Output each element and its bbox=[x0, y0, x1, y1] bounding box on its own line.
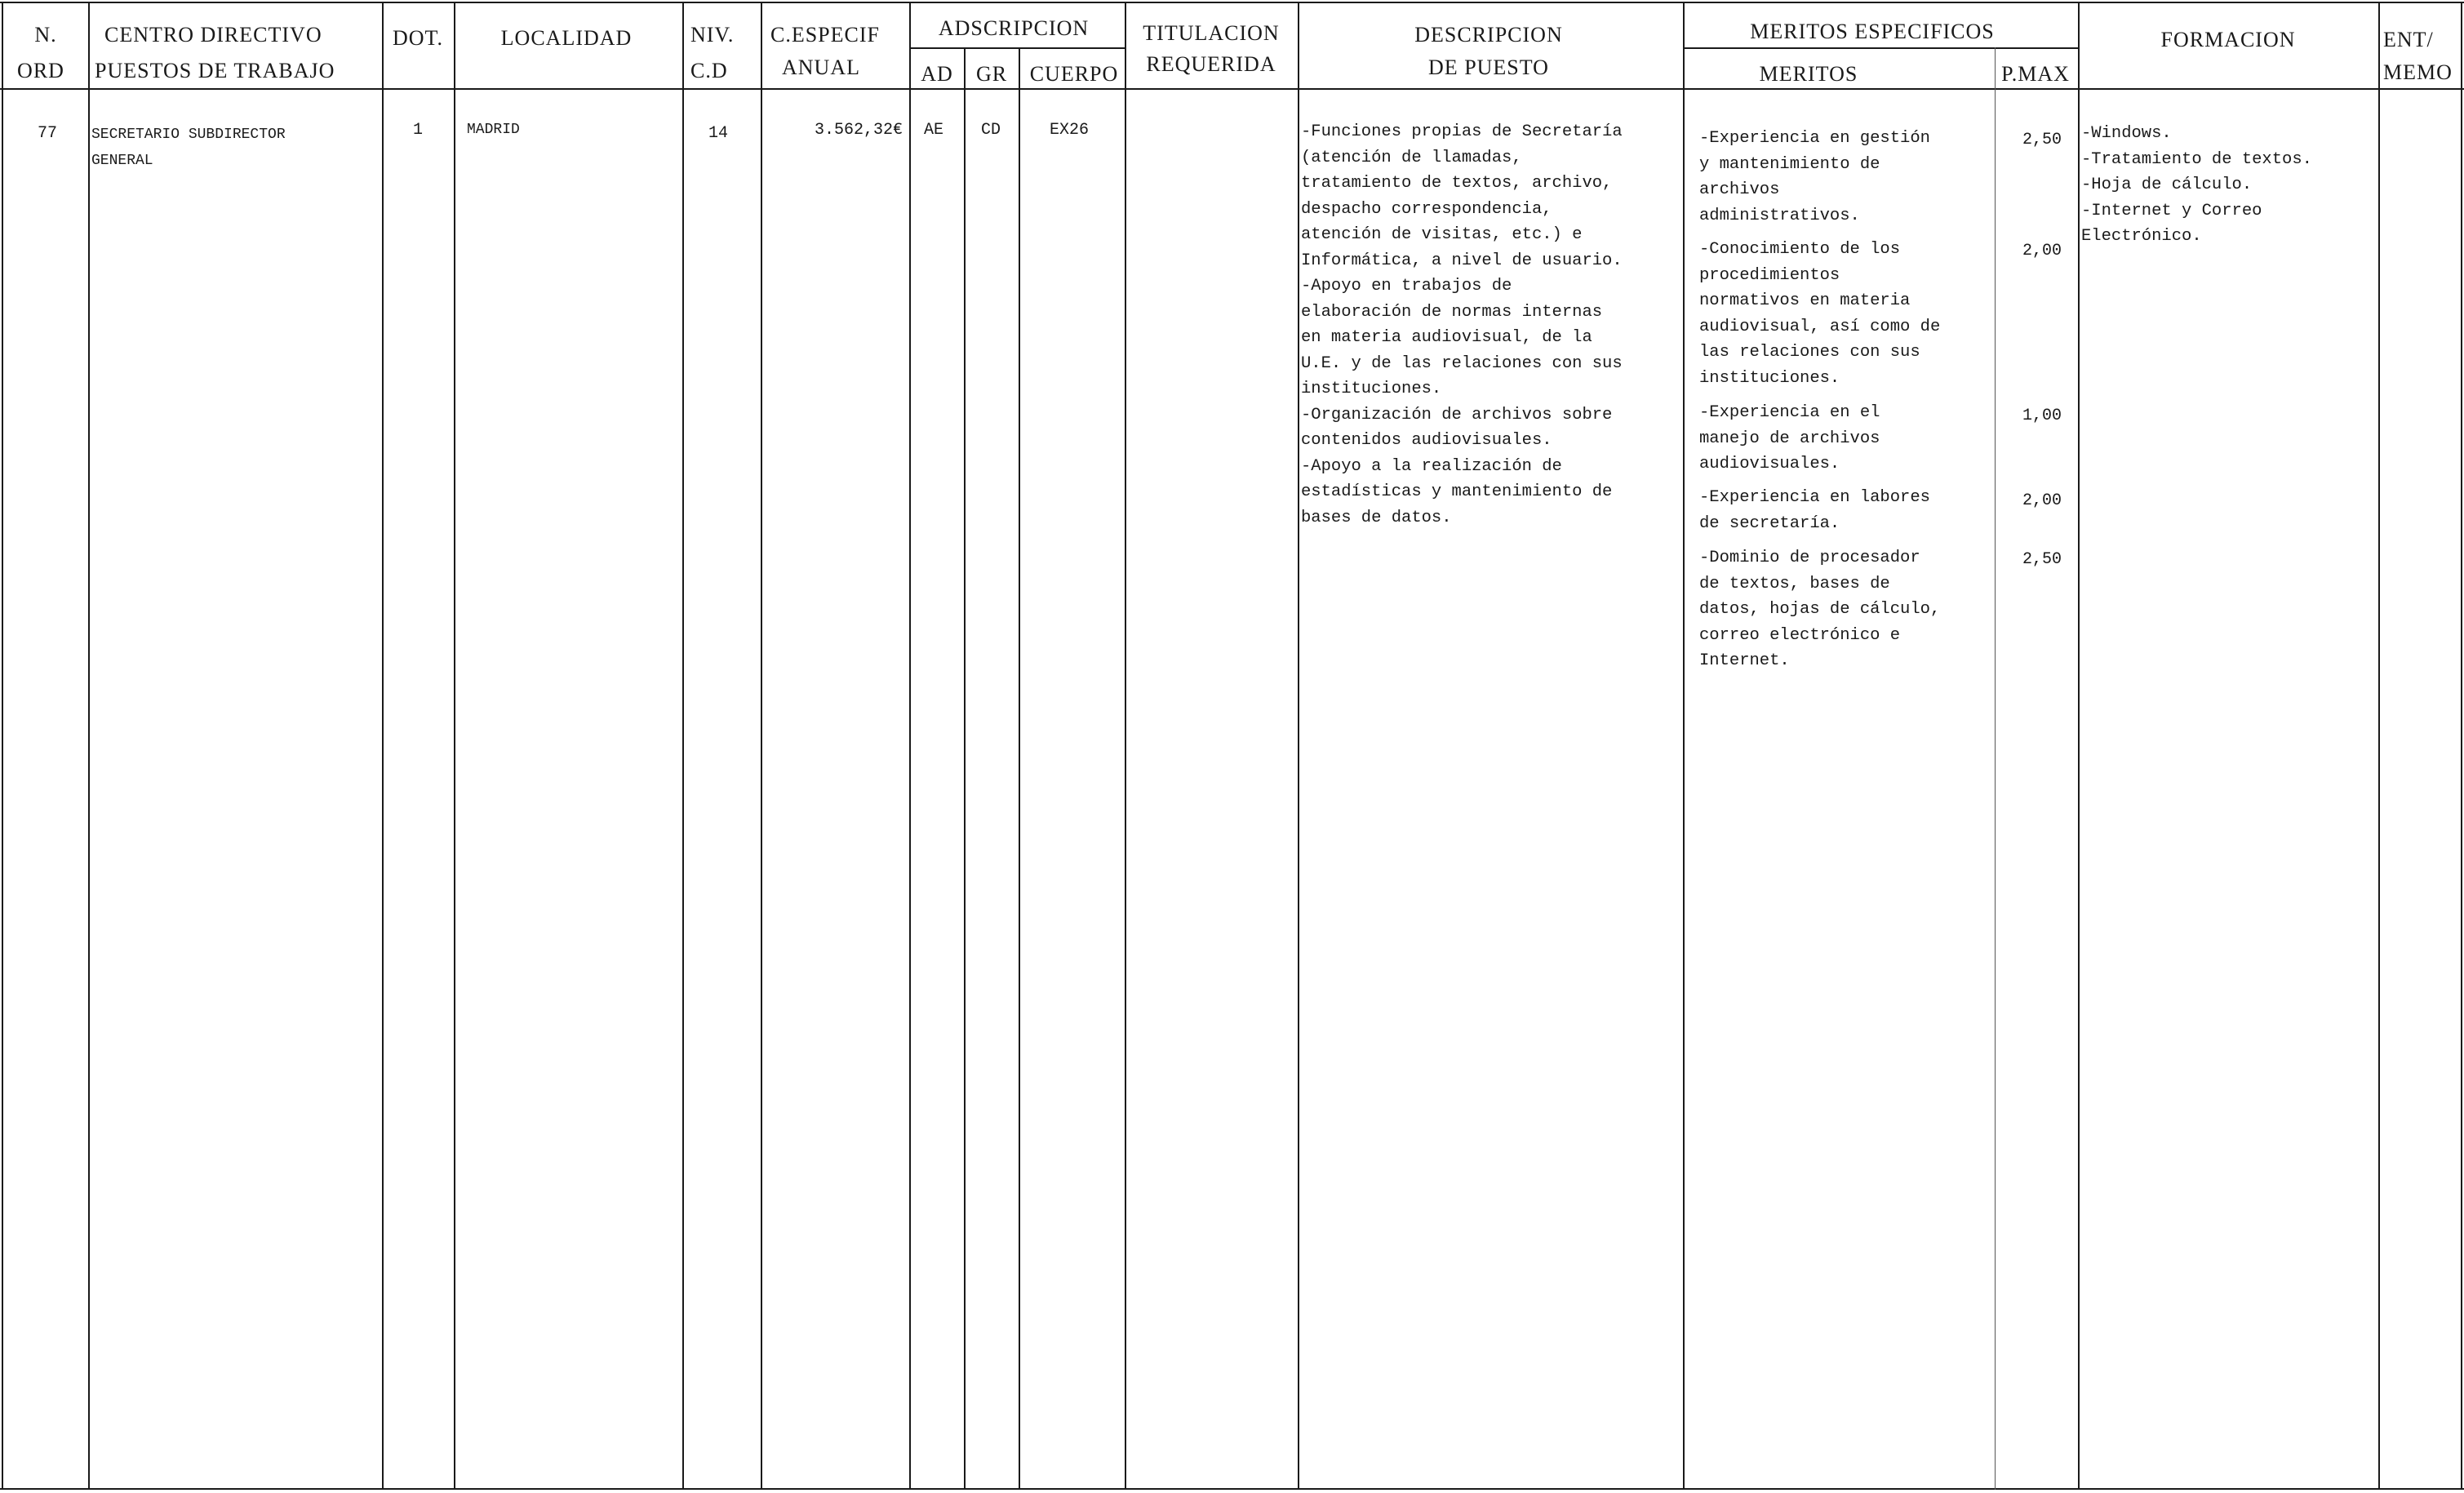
col-sep-3 bbox=[454, 2, 455, 1490]
header-adscripcion: ADSCRIPCION bbox=[938, 16, 1090, 40]
table-top-border bbox=[0, 2, 2464, 3]
merit-item-4: -Experiencia en labores de secretaría. bbox=[1699, 488, 1930, 533]
row-puesto-line1: SECRETARIO SUBDIRECTOR bbox=[91, 127, 286, 143]
header-ent: ENT/ bbox=[2383, 28, 2434, 51]
meritos-subheader-rule bbox=[1683, 47, 2078, 49]
header-centro-directivo: CENTRO DIRECTIVO bbox=[104, 23, 322, 47]
col-sep-11 bbox=[1683, 2, 1685, 1490]
header-localidad: LOCALIDAD bbox=[500, 26, 633, 50]
col-sep-12 bbox=[1995, 47, 1996, 1490]
merit-pmax-2: 2,00 bbox=[2022, 242, 2062, 260]
col-sep-9 bbox=[1125, 2, 1126, 1490]
merit-pmax-3: 1,00 bbox=[2022, 407, 2062, 425]
row-gr: CD bbox=[981, 121, 1001, 140]
table-left-border bbox=[2, 2, 3, 1490]
col-sep-13 bbox=[2078, 2, 2080, 1490]
row-c-especif: 3.562,32€ bbox=[814, 121, 903, 140]
row-formacion: -Windows. -Tratamiento de textos. -Hoja de cálculo. -Internet y Correo Electrónico. bbox=[2081, 124, 2312, 246]
header-p-max: P.MAX bbox=[2001, 62, 2070, 86]
col-sep-2 bbox=[382, 2, 384, 1490]
header-ad: AD bbox=[921, 62, 953, 86]
header-gr: GR bbox=[975, 62, 1008, 86]
header-c-especif: C.ESPECIF bbox=[770, 23, 880, 47]
header-n-ord-line2: ORD bbox=[17, 59, 64, 82]
header-niv: NIV. bbox=[690, 23, 735, 47]
merit-item-5: -Dominio de procesador de textos, bases de datos, hojas de cálculo, correo electrónico e Internet. bbox=[1699, 549, 1941, 670]
row-cuerpo: EX26 bbox=[1050, 121, 1090, 140]
header-titulacion: TITULACION bbox=[1143, 21, 1280, 45]
col-sep-14 bbox=[2378, 2, 2380, 1490]
header-cd: C.D bbox=[690, 59, 728, 82]
adscripcion-subheader-rule bbox=[909, 47, 1126, 49]
col-sep-1 bbox=[88, 2, 90, 1490]
header-de-puesto: DE PUESTO bbox=[1428, 56, 1549, 79]
row-dot: 1 bbox=[413, 121, 424, 140]
merit-pmax-4: 2,00 bbox=[2022, 491, 2062, 510]
header-n-ord-line1: N. bbox=[34, 23, 57, 47]
merit-item-2: -Conocimiento de los procedimientos normativos en materia audiovisual, así como de las relaciones con sus instituciones. bbox=[1699, 240, 1941, 388]
header-requerida: REQUERIDA bbox=[1146, 52, 1276, 76]
row-niv: 14 bbox=[708, 124, 729, 143]
row-localidad: MADRID bbox=[467, 122, 520, 138]
header-cuerpo: CUERPO bbox=[1029, 62, 1119, 86]
col-sep-7 bbox=[964, 47, 966, 1490]
row-puesto-line2: GENERAL bbox=[91, 153, 153, 169]
merit-item-3: -Experiencia en el manejo de archivos audiovisuales. bbox=[1699, 403, 1880, 473]
header-meritos-especificos: MERITOS ESPECIFICOS bbox=[1750, 20, 1995, 43]
header-dot: DOT. bbox=[392, 26, 444, 50]
row-descripcion: -Funciones propias de Secretaría (atención de llamadas, tratamiento de textos, archivo, despacho correspondencia, atención de visitas, etc.) e Informática, a nivel de usuario. -Apoyo en trabajos de elaboración de normas internas en materia audiovisual, de la U.E. y de las relaciones con sus instituciones. -Organización de archivos sobre contenidos audiovisuales. -Apoyo a la realización de estadísticas y mantenimiento de bases de datos. bbox=[1301, 122, 1623, 527]
row-n-ord: 77 bbox=[38, 124, 58, 143]
table-bottom-border bbox=[0, 1488, 2464, 1490]
row-ad: AE bbox=[924, 121, 944, 140]
merit-pmax-5: 2,50 bbox=[2022, 550, 2062, 569]
merit-item-1: -Experiencia en gestión y mantenimiento de archivos administrativos. bbox=[1699, 129, 1930, 225]
col-sep-5 bbox=[761, 2, 762, 1490]
header-puestos-de-trabajo: PUESTOS DE TRABAJO bbox=[95, 59, 335, 82]
header-anual: ANUAL bbox=[782, 56, 860, 79]
header-meritos: MERITOS bbox=[1759, 62, 1858, 86]
col-sep-8 bbox=[1019, 47, 1020, 1490]
header-formacion: FORMACION bbox=[2160, 28, 2296, 51]
header-memo: MEMO bbox=[2383, 60, 2453, 84]
col-sep-6 bbox=[909, 2, 911, 1490]
header-bottom-border bbox=[0, 88, 2464, 90]
col-sep-10 bbox=[1298, 2, 1299, 1490]
merit-pmax-1: 2,50 bbox=[2022, 131, 2062, 149]
header-descripcion: DESCRIPCION bbox=[1414, 23, 1563, 47]
col-sep-4 bbox=[682, 2, 684, 1490]
table-right-border bbox=[2461, 2, 2462, 1490]
